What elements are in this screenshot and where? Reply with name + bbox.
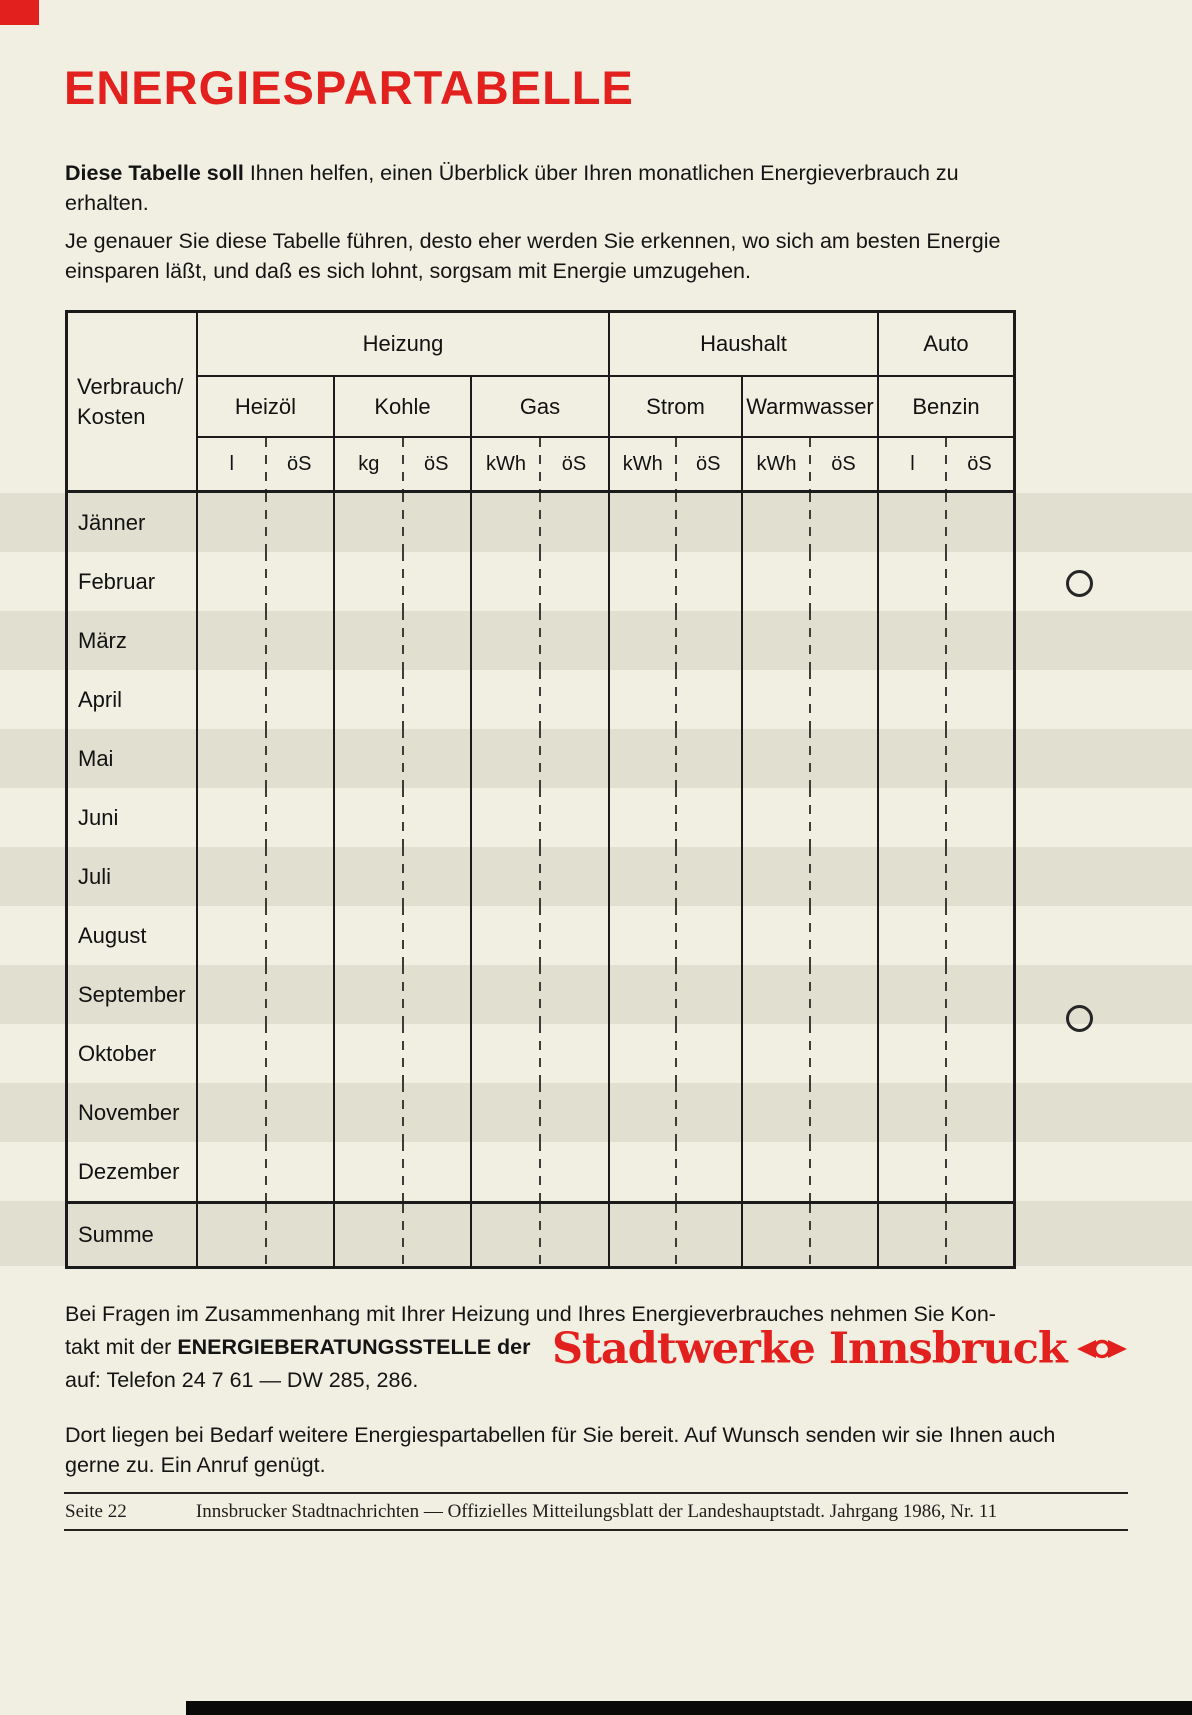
data-cell	[610, 552, 743, 611]
dashed-divider	[265, 493, 267, 552]
data-cell	[335, 493, 472, 552]
dashed-divider	[945, 965, 947, 1024]
data-cell	[879, 965, 1013, 1024]
data-cell	[198, 1201, 335, 1266]
dashed-divider	[265, 1142, 267, 1201]
data-cell	[198, 847, 335, 906]
data-cell	[335, 847, 472, 906]
month-label: Dezember	[68, 1142, 198, 1201]
data-cell	[198, 788, 335, 847]
column-header-strom: Strom	[610, 377, 743, 438]
footer-rule-top	[64, 1492, 1128, 1494]
data-cell	[335, 1142, 472, 1201]
dashed-divider	[539, 1024, 541, 1083]
unit-label: kWh	[756, 452, 797, 475]
dashed-divider	[539, 1204, 541, 1266]
data-cell	[743, 965, 879, 1024]
data-cell	[743, 847, 879, 906]
data-cell	[879, 670, 1013, 729]
dashed-divider	[675, 1142, 677, 1201]
dashed-divider	[265, 438, 267, 490]
column-header-heizoel: Heizöl	[198, 377, 335, 438]
data-cell	[743, 552, 879, 611]
dashed-divider	[945, 1083, 947, 1142]
unit-label: kWh	[622, 452, 663, 475]
dashed-divider	[265, 729, 267, 788]
dashed-divider	[265, 847, 267, 906]
unit-label: l	[229, 452, 234, 475]
dashed-divider	[402, 438, 404, 490]
unit-cell	[879, 438, 1013, 493]
data-cell	[472, 965, 610, 1024]
data-cell	[743, 670, 879, 729]
data-cell	[610, 1142, 743, 1201]
data-cell	[879, 788, 1013, 847]
data-cell	[879, 1024, 1013, 1083]
energieberatungsstelle-label: ENERGIEBERATUNGSSTELLE der	[177, 1335, 531, 1359]
data-cell	[879, 729, 1013, 788]
dashed-divider	[539, 438, 541, 490]
dashed-divider	[539, 1083, 541, 1142]
followup-paragraph: Dort liegen bei Bedarf weitere Energiespartabellen für Sie bereit. Auf Wunsch senden wir sie Ihnen auch gerne zu. Ein Anruf genügt.	[65, 1423, 1056, 1478]
data-cell	[335, 1201, 472, 1266]
unit-label: l	[910, 452, 915, 475]
dashed-divider	[539, 729, 541, 788]
dashed-divider	[809, 670, 811, 729]
dashed-divider	[675, 670, 677, 729]
data-cell	[198, 1142, 335, 1201]
dashed-divider	[809, 1142, 811, 1201]
month-label: August	[68, 906, 198, 965]
data-cell	[472, 611, 610, 670]
data-cell	[335, 965, 472, 1024]
dashed-divider	[402, 847, 404, 906]
table-corner-label	[68, 313, 198, 493]
dashed-divider	[265, 1083, 267, 1142]
data-cell	[472, 1024, 610, 1083]
data-cell	[879, 1142, 1013, 1201]
unit-label: öS	[696, 452, 721, 475]
dashed-divider	[809, 1024, 811, 1083]
dashed-divider	[539, 670, 541, 729]
dashed-divider	[675, 493, 677, 552]
contact-line-1: Bei Fragen im Zusammenhang mit Ihrer Heizung und Ihres Energieverbrauches nehmen Sie Kon-	[65, 1302, 996, 1326]
punch-hole-top	[1066, 570, 1093, 597]
dashed-divider	[809, 847, 811, 906]
dashed-divider	[675, 552, 677, 611]
data-cell	[610, 1201, 743, 1266]
dashed-divider	[945, 906, 947, 965]
contact-line-2	[65, 1334, 531, 1362]
dashed-divider	[265, 906, 267, 965]
dashed-divider	[402, 965, 404, 1024]
phone-line: auf: Telefon 24 7 61 — DW 285, 286.	[65, 1368, 419, 1392]
data-cell	[198, 493, 335, 552]
data-cell	[879, 1201, 1013, 1266]
intro-paragraph-2: Je genauer Sie diese Tabelle führen, desto eher werden Sie erkennen, wo sich am besten Energie einsparen läßt, und daß es sich lohnt, sorgsam mit Energie umzugehen.	[65, 229, 1001, 284]
column-header-warmwasser: Warmwasser	[743, 377, 879, 438]
dashed-divider	[539, 1142, 541, 1201]
dashed-divider	[402, 552, 404, 611]
dashed-divider	[809, 788, 811, 847]
data-cell	[743, 493, 879, 552]
data-cell	[743, 611, 879, 670]
unit-label: öS	[967, 452, 992, 475]
data-cell	[610, 493, 743, 552]
month-label: September	[68, 965, 198, 1024]
stadtwerke-wing-icon	[1075, 1335, 1129, 1363]
data-cell	[610, 847, 743, 906]
month-label: Februar	[68, 552, 198, 611]
dashed-divider	[675, 611, 677, 670]
energy-table	[65, 310, 1016, 1269]
data-cell	[472, 1142, 610, 1201]
data-cell	[610, 611, 743, 670]
dashed-divider	[675, 729, 677, 788]
column-header-kohle: Kohle	[335, 377, 472, 438]
data-cell	[610, 670, 743, 729]
corner-label-line1: Verbrauch/	[77, 374, 184, 400]
dashed-divider	[402, 729, 404, 788]
month-label: März	[68, 611, 198, 670]
corner-red-print-mark	[0, 0, 39, 25]
data-cell	[198, 1083, 335, 1142]
data-cell	[335, 729, 472, 788]
dashed-divider	[945, 493, 947, 552]
dashed-divider	[945, 788, 947, 847]
month-label: April	[68, 670, 198, 729]
dashed-divider	[945, 1204, 947, 1266]
unit-label: öS	[831, 452, 856, 475]
dashed-divider	[402, 611, 404, 670]
summary-row-label: Summe	[68, 1201, 198, 1266]
unit-label: öS	[287, 452, 312, 475]
punch-hole-bottom	[1066, 1005, 1093, 1032]
data-cell	[472, 729, 610, 788]
dashed-divider	[402, 1142, 404, 1201]
intro-paragraph-1	[65, 158, 1033, 218]
dashed-divider	[539, 847, 541, 906]
dashed-divider	[809, 906, 811, 965]
data-cell	[198, 965, 335, 1024]
dashed-divider	[539, 906, 541, 965]
group-header-auto: Auto	[879, 313, 1013, 377]
dashed-divider	[539, 493, 541, 552]
dashed-divider	[265, 552, 267, 611]
contact-line-2-normal: takt mit der	[65, 1335, 178, 1359]
dashed-divider	[945, 438, 947, 490]
data-cell	[472, 847, 610, 906]
dashed-divider	[402, 788, 404, 847]
unit-cell	[198, 438, 335, 493]
data-cell	[472, 788, 610, 847]
footer-page-number: Seite 22	[65, 1501, 127, 1522]
page-title: ENERGIESPARTABELLE	[64, 61, 634, 114]
data-cell	[743, 1024, 879, 1083]
unit-label: öS	[561, 452, 587, 475]
data-cell	[472, 493, 610, 552]
unit-label: kWh	[486, 452, 526, 475]
dashed-divider	[539, 552, 541, 611]
data-cell	[335, 611, 472, 670]
data-cell	[879, 552, 1013, 611]
dashed-divider	[675, 1204, 677, 1266]
month-label: Juli	[68, 847, 198, 906]
dashed-divider	[945, 611, 947, 670]
month-label: Mai	[68, 729, 198, 788]
data-cell	[472, 1201, 610, 1266]
data-cell	[610, 965, 743, 1024]
data-cell	[198, 729, 335, 788]
dashed-divider	[809, 1204, 811, 1266]
dashed-divider	[809, 965, 811, 1024]
data-cell	[743, 1142, 879, 1201]
intro-rest: Ihnen helfen, einen Überblick über Ihren monatlichen Energieverbrauch zu erhalten.	[65, 161, 959, 216]
dashed-divider	[675, 965, 677, 1024]
corner-label-line2: Kosten	[77, 403, 146, 429]
data-cell	[335, 1083, 472, 1142]
dashed-divider	[675, 847, 677, 906]
dashed-divider	[945, 552, 947, 611]
dashed-divider	[809, 1083, 811, 1142]
data-cell	[198, 1024, 335, 1083]
dashed-divider	[809, 729, 811, 788]
data-cell	[610, 788, 743, 847]
data-cell	[879, 847, 1013, 906]
unit-cell	[610, 438, 743, 493]
data-cell	[610, 729, 743, 788]
data-cell	[610, 1083, 743, 1142]
dashed-divider	[265, 1204, 267, 1266]
footer-issue-line: Innsbrucker Stadtnachrichten — Offizielles Mitteilungsblatt der Landeshauptstadt. Jahrgang 1986, Nr. 11	[195, 1501, 998, 1522]
month-label: November	[68, 1083, 198, 1142]
unit-label: kg	[358, 452, 380, 475]
dashed-divider	[945, 1142, 947, 1201]
dashed-divider	[675, 788, 677, 847]
data-cell	[198, 906, 335, 965]
dashed-divider	[945, 729, 947, 788]
dashed-divider	[675, 438, 677, 490]
data-cell	[879, 906, 1013, 965]
month-label: Juni	[68, 788, 198, 847]
data-cell	[198, 670, 335, 729]
data-cell	[472, 552, 610, 611]
dashed-divider	[809, 552, 811, 611]
dashed-divider	[675, 1024, 677, 1083]
data-cell	[743, 788, 879, 847]
data-cell	[743, 1201, 879, 1266]
dashed-divider	[265, 788, 267, 847]
data-cell	[198, 611, 335, 670]
unit-cell	[472, 438, 610, 493]
bottom-scan-bar	[186, 1701, 1192, 1715]
unit-label: öS	[424, 452, 449, 475]
unit-cell	[743, 438, 879, 493]
data-cell	[335, 552, 472, 611]
dashed-divider	[809, 611, 811, 670]
dashed-divider	[945, 847, 947, 906]
data-cell	[743, 906, 879, 965]
dashed-divider	[265, 965, 267, 1024]
data-cell	[743, 729, 879, 788]
data-cell	[335, 788, 472, 847]
data-cell	[472, 906, 610, 965]
dashed-divider	[402, 1024, 404, 1083]
group-header-heizung: Heizung	[198, 313, 610, 377]
dashed-divider	[539, 965, 541, 1024]
dashed-divider	[402, 493, 404, 552]
data-cell	[198, 552, 335, 611]
dashed-divider	[945, 1024, 947, 1083]
data-cell	[743, 1083, 879, 1142]
column-header-benzin: Benzin	[879, 377, 1013, 438]
dashed-divider	[402, 670, 404, 729]
data-cell	[335, 906, 472, 965]
dashed-divider	[402, 1204, 404, 1266]
month-label: Oktober	[68, 1024, 198, 1083]
dashed-divider	[402, 1083, 404, 1142]
dashed-divider	[809, 493, 811, 552]
dashed-divider	[539, 788, 541, 847]
dashed-divider	[809, 438, 811, 490]
dashed-divider	[402, 906, 404, 965]
data-cell	[879, 1083, 1013, 1142]
data-cell	[610, 1024, 743, 1083]
stadtwerke-innsbruck-logo	[552, 1324, 1129, 1374]
dashed-divider	[539, 611, 541, 670]
dashed-divider	[675, 906, 677, 965]
dashed-divider	[265, 1024, 267, 1083]
group-header-haushalt: Haushalt	[610, 313, 879, 377]
data-cell	[879, 493, 1013, 552]
unit-cell	[335, 438, 472, 493]
data-cell	[879, 611, 1013, 670]
footer-rule-bottom	[64, 1529, 1128, 1531]
dashed-divider	[675, 1083, 677, 1142]
column-header-gas: Gas	[472, 377, 610, 438]
stadtwerke-logo-text: Stadtwerke Innsbruck	[552, 1324, 1067, 1374]
data-cell	[472, 670, 610, 729]
dashed-divider	[945, 670, 947, 729]
dashed-divider	[265, 611, 267, 670]
data-cell	[335, 1024, 472, 1083]
month-label: Jänner	[68, 493, 198, 552]
data-cell	[335, 670, 472, 729]
data-cell	[472, 1083, 610, 1142]
intro-bold-lead: Diese Tabelle soll	[65, 161, 244, 185]
dashed-divider	[265, 670, 267, 729]
data-cell	[610, 906, 743, 965]
